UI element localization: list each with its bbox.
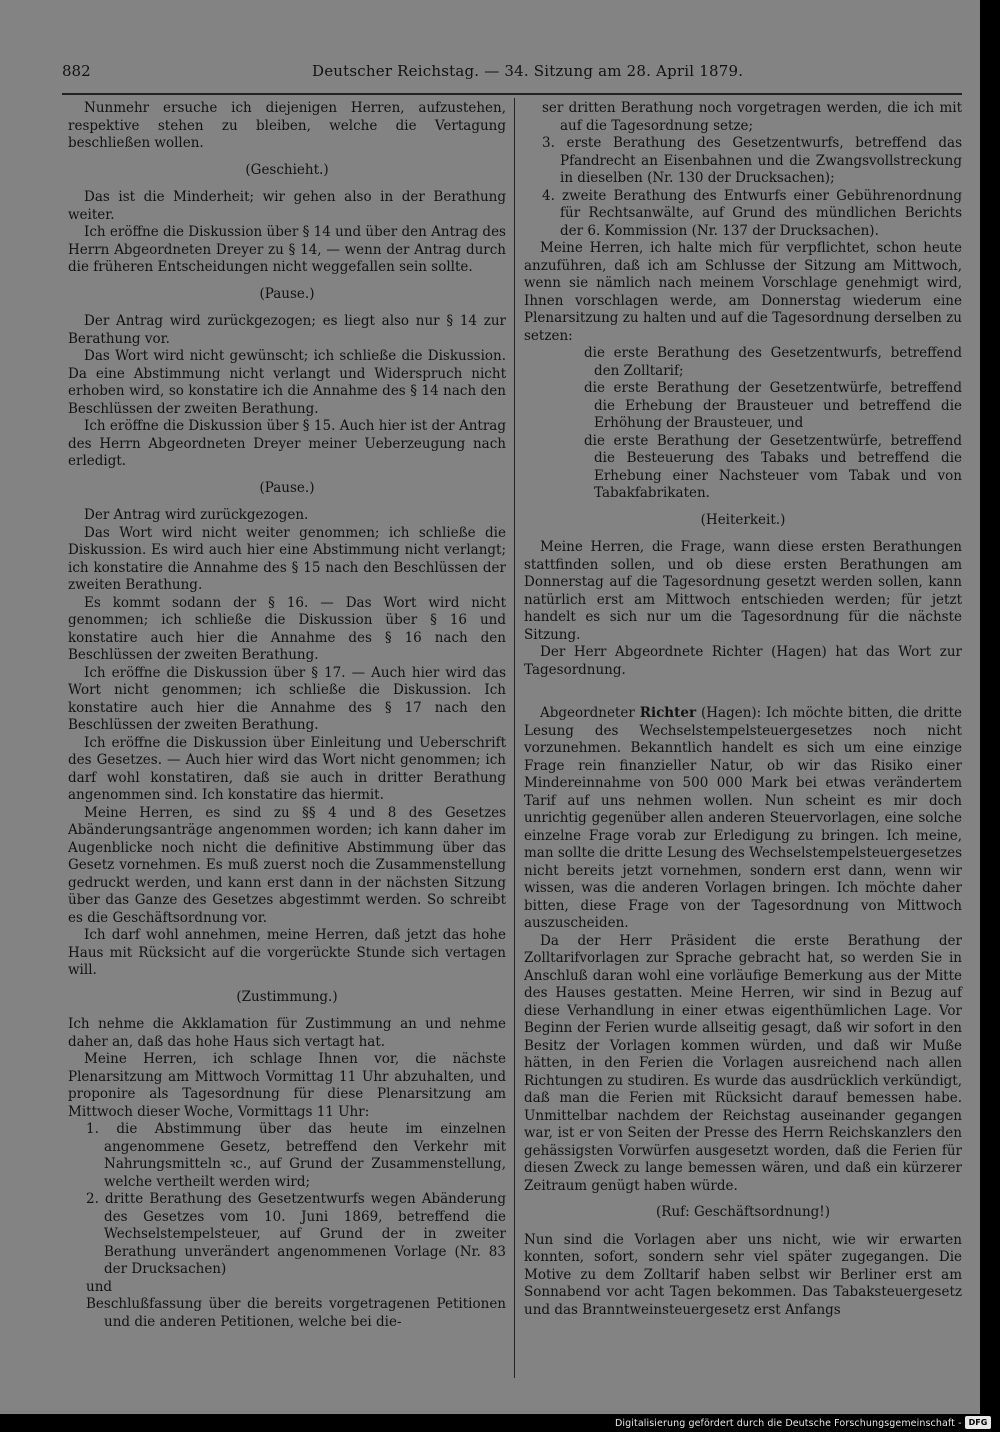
paragraph: Ich nehme die Akklamation für Zustimmung an und nehme daher an, daß das hohe Haus sich vertagt hat. [68, 1016, 506, 1050]
speaker-prefix: Abgeordneter [540, 705, 640, 721]
paragraph: Ich eröffne die Diskussion über § 17. — Auch hier wird das Wort nicht genommen; ich schließe die Diskussion. Ich konstatire auch hier die Annahme des § 17 nach den Beschlüssen der zweiten Berathung. [68, 664, 506, 733]
agenda-item: 2. dritte Berathung des Gesetzentwurfs wegen Abänderung des Gesetzes vom 10. Juni 1869, betreffend die Wechselstempelsteuer, auf Grund der in zweiter Berathung unverändert angenommenen Vorlage (Nr. 83 der Drucksachen) [86, 1191, 506, 1277]
dfg-logo: DFG [965, 1416, 991, 1429]
paragraph: Nun sind die Vorlagen aber uns nicht, wie wir erwarten konnten, sofort, sondern sehr viel später zugegangen. Die Motive zu dem Zolltarif haben selbst wir Berliner erst am Sonnabend vor acht Tagen bekommen. Das Tabaksteuergesetz und das Branntweinsteuergesetz erst Anfangs [524, 1231, 962, 1318]
page-number: 882 [62, 62, 91, 80]
paragraph: Ich eröffne die Diskussion über § 14 und über den Antrag des Herrn Abgeordneten Dreyer zu § 14, — wenn der Antrag durch die früheren Entscheidungen nicht weggefallen sein sollte. [68, 224, 506, 275]
agenda-item-continuation: ser dritten Berathung noch vorgetragen werden, die ich mit auf die Tagesordnung setze; [542, 100, 962, 134]
header-rule [62, 93, 962, 95]
stage-direction: (Geschieht.) [245, 161, 329, 178]
speech-text: (Hagen): Ich möchte bitten, die dritte Lesung des Wechselstempelsteuergesetzes noch nicht vorzunehmen. Bekanntlich handelt es sich um eine einzige Frage rein finanzieller Natur, ob wir das Risiko einer Mindereinnahme von 500 000 Mark bei etwas verändertem Tarif auf uns nehmen wollen. Nun scheint es mir doch unrichtig gegenüber allen anderen Steuervorlagen, eine solche einzelne Frage vorab zur Erledigung zu bringen. Ich meine, man sollte die dritte Lesung des Wechselstempelsteuergesetzes nicht bereits jetzt vornehmen, sondern erst dann, wenn wir wissen, was die anderen Vorlagen bringen. Ich möchte daher bitten, diese Frage von der Tagesordnung von Mittwoch auszuscheiden. [524, 705, 963, 931]
paragraph: Der Antrag wird zurückgezogen. [84, 507, 309, 523]
column-divider [514, 98, 515, 1378]
paragraph: Der Herr Abgeordnete Richter (Hagen) hat das Wort zur Tagesordnung. [524, 644, 962, 678]
speech-paragraph [524, 705, 962, 933]
paragraph: Meine Herren, ich schlage Ihnen vor, die nächste Plenarsitzung am Mittwoch Vormittag 11 Uhr abzuhalten, und proponire als Tagesordnung für diese Plenarsitzung am Mittwoch dieser Woche, Vormittags 11 Uhr: [68, 1051, 506, 1120]
paragraph: Ich eröffne die Diskussion über § 15. Auch hier ist der Antrag des Herrn Abgeordneten Dreyer meiner Ueberzeugung nach erledigt. [68, 418, 506, 469]
paragraph: Meine Herren, es sind zu §§ 4 und 8 des Gesetzes Abänderungsanträge angenommen worden; ich kann daher im Augenblicke noch nicht die definitive Abstimmung über das Gesetz vornehmen. Es muß zuerst noch die Zusammenstellung gedruckt werden, und kann erst dann in der nächsten Sitzung über das Ganze des Gesetzes abgestimmt werden. So schreibt es die Geschäftsordnung vor. [68, 804, 506, 926]
agenda-item: 4. zweite Berathung des Entwurfs einer Gebührenordnung für Rechtsanwälte, auf Grund des mündlichen Berichts der 6. Kommission (Nr. 137 der Drucksachen). [542, 187, 962, 239]
right-column [524, 100, 962, 1319]
agenda-sub-item: die erste Berathung der Gesetzentwürfe, betreffend die Besteuerung des Tabaks und betreffend die Erhebung einer Nachsteuer vom Tabak und von Tabakfabrikaten. [584, 432, 962, 501]
stage-direction: (Ruf: Geschäftsordnung!) [656, 1204, 830, 1220]
paragraph: Meine Herren, die Frage, wann diese ersten Berathungen stattfinden sollen, und ob diese ersten Berathungen am Donnerstag auf die Tagesordnung gesetzt werden sollen, kann natürlich erst am Mittwoch entschieden werden; für jetzt handelt es sich nur um die Tagesordnung für die nächste Sitzung. [524, 539, 962, 643]
paragraph: Nunmehr ersuche ich diejenigen Herren, aufzustehen, respektive stehen zu bleiben, welche die Vertagung beschließen wollen. [68, 100, 506, 151]
stage-direction: (Heiterkeit.) [700, 511, 786, 528]
paragraph: Da der Herr Präsident die erste Berathung der Zolltarifvorlagen zur Sprache gebracht hat, so werden Sie in Anschluß daran wohl eine vorläufige Bemerkung aus der Mitte des Hauses gestatten. Meine Herren, wir sind in Bezug auf diese Verhandlung in einer etwas eigenthümlichen Lage. Vor Beginn der Ferien wurde allseitig gesagt, daß wir sofort in den Besitz der Vorlagen kommen würden, und daß wir Muße hätten, in den Ferien die Vorlagen ausreichend nach allen Richtungen zu studiren. Es wurde das ausdrücklich verkündigt, daß man die Ferien mit Rücksicht darauf bemessen habe. Unmittelbar nachdem der Reichstag auseinander gegangen war, ist er von Seiten der Presse des Herrn Reichskanzlers den gehässigsten Vorwürfen ausgesetzt worden, daß die Ferien für diesen Zweck zu lange bemessen wären, und daß ein kürzerer Zeitraum genügt haben würde. [524, 932, 962, 1194]
agenda-sub-item: die erste Berathung des Gesetzentwurfs, betreffend den Zolltarif; [584, 345, 962, 379]
paragraph: Es kommt sodann der § 16. — Das Wort wird nicht genommen; ich schließe die Diskussion über § 16 und konstatire auch hier die Annahme des § 16 nach den Beschlüssen der zweiten Berathung. [68, 594, 506, 663]
stage-direction: (Pause.) [259, 285, 315, 302]
paragraph: Ich eröffne die Diskussion über Einleitung und Ueberschrift des Gesetzes. — Auch hier wird das Wort nicht genommen; ich darf wohl konstatiren, daß sie auch in dritter Berathung angenommen sind. Ich konstatire das hiermit. [68, 734, 506, 803]
agenda-item-continuation: Beschlußfassung über die bereits vorgetragenen Petitionen und die anderen Petitionen, welche bei die- [86, 1296, 506, 1330]
footer-credit: Digitalisierung gefördert durch die Deutsche Forschungsgemeinschaft - [615, 1418, 962, 1429]
agenda-item: 3. erste Berathung des Gesetzentwurfs, betreffend das Pfandrecht an Eisenbahnen und die Zwangsvollstreckung in dieselben (Nr. 130 der Drucksachen); [542, 135, 962, 186]
speaker-name: Richter [639, 705, 697, 721]
stage-direction: (Zustimmung.) [236, 988, 338, 1005]
paragraph: Der Antrag wird zurückgezogen; es liegt also nur § 14 zur Berathung vor. [68, 313, 506, 347]
paragraph: Meine Herren, ich halte mich für verpflichtet, schon heute anzuführen, daß ich am Schlusse der Sitzung am Mittwoch, wenn sie nämlich nach meinem Vorschlage genehmigt wird, Ihnen vorschlagen werde, am Donnerstag wiederum eine Plenarsitzung zu halten und auf die Tagesordnung derselben zu setzen: [524, 240, 962, 344]
agenda-sub-item: die erste Berathung der Gesetzentwürfe, betreffend die Erhebung der Brausteuer und betreffend die Erhöhung der Brausteuer, und [584, 380, 962, 431]
paragraph: Das ist die Minderheit; wir gehen also in der Berathung weiter. [68, 189, 506, 223]
agenda-item: 1. die Abstimmung über das heute im einzelnen angenommene Gesetz, betreffend den Verkehr mit Nahrungsmitteln ꝛc., auf Grund der Zusammenstellung, welche vertheilt werden wird; [86, 1121, 506, 1190]
running-title: Deutscher Reichstag. — 34. Sitzung am 28. April 1879. [312, 62, 744, 80]
paragraph: Das Wort wird nicht gewünscht; ich schließe die Diskussion. Da eine Abstimmung nicht verlangt und Widerspruch nicht erhoben wird, so konstatire ich die Annahme des § 14 nach den Beschlüssen der zweiten Berathung. [68, 348, 506, 417]
agenda-item-continuation: und [86, 1278, 113, 1295]
stage-direction: (Pause.) [259, 479, 315, 496]
paragraph: Das Wort wird nicht weiter genommen; ich schließe die Diskussion. Es wird auch hier eine Abstimmung nicht verlangt; ich konstatire die Annahme des § 15 nach den Beschlüssen der zweiten Berathung. [68, 524, 506, 593]
paragraph: Ich darf wohl annehmen, meine Herren, daß jetzt das hohe Haus mit Rücksicht auf die vorgerückte Stunde sich vertagen will. [68, 927, 506, 978]
left-column [68, 100, 506, 1331]
